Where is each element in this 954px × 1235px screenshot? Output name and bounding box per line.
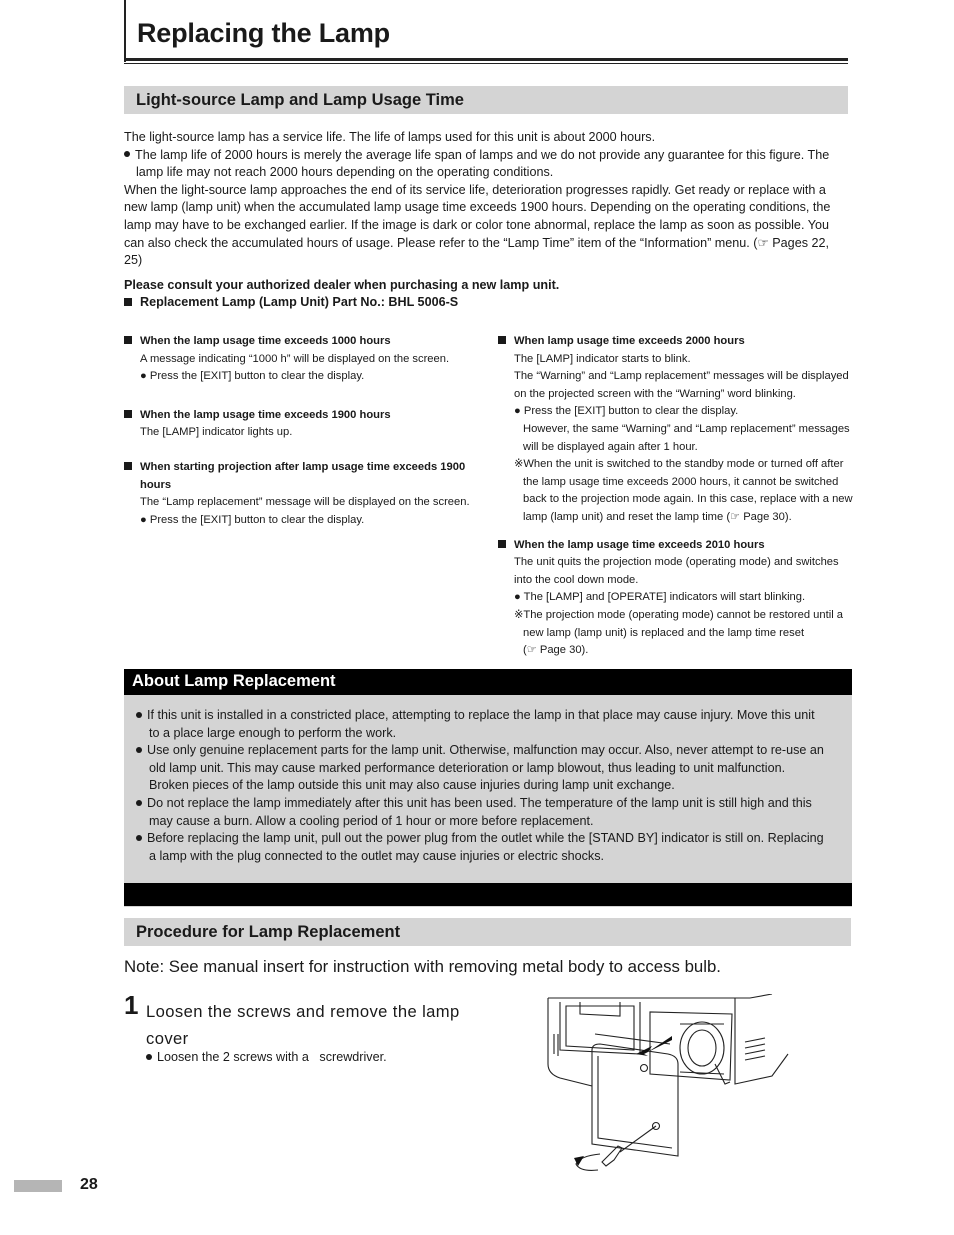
rotation-arrow-icon: [574, 1156, 584, 1166]
condition-line: The “Lamp replacement” message will be displayed on the screen.: [140, 496, 470, 509]
page-number: 28: [80, 1176, 98, 1193]
paragraph-line: can also check the accumulated hours of usage. Please refer to the “Lamp Time” item of the “Information” menu. (☞ Pages 22,: [124, 235, 829, 250]
about-bullets: [136, 707, 848, 865]
condition-line: ※When the unit is switched to the standby mode or turned off after: [514, 458, 844, 471]
bullet-icon: [124, 151, 130, 157]
bullet-icon: [146, 1054, 152, 1060]
section-heading-text: Light-source Lamp and Lamp Usage Time: [136, 91, 464, 109]
condition-line: A message indicating “1000 h” will be displayed on the screen.: [140, 352, 450, 365]
left-column: [124, 333, 494, 529]
about-bullet: [136, 707, 848, 725]
bullet-icon: [136, 712, 142, 718]
square-bullet-icon: [124, 336, 132, 344]
condition-heading-text: When the lamp usage time exceeds 1900 hours: [140, 408, 391, 421]
paragraph-line: The light-source lamp has a service life. The life of lamps used for this unit is about 2000 hours.: [124, 130, 656, 144]
condition-line: ● The [LAMP] and [OPERATE] indicators will start blinking.: [514, 591, 806, 604]
paragraph-line: When the light-source lamp approaches the end of its service life, deterioration progresses rapidly. Get ready or replace with a: [124, 182, 826, 197]
condition-line: the lamp usage time exceeds 2000 hours, it cannot be switched: [523, 475, 839, 488]
step-instruction-line: cover: [146, 1029, 189, 1048]
condition-heading: [124, 459, 494, 477]
step-instruction: [146, 998, 460, 1052]
condition-line: The unit quits the projection mode (operating mode) and switches: [514, 556, 839, 569]
bullet-text: Use only genuine replacement parts for the lamp unit. Otherwise, malfunction may occur. Also, never attempt to re-use an: [147, 743, 824, 758]
title-underline: [124, 58, 848, 61]
condition-heading-text: When lamp usage time exceeds 2000 hours: [514, 335, 745, 347]
section-heading-text: Procedure for Lamp Replacement: [136, 923, 401, 941]
condition-line: However, the same “Warning” and “Lamp replacement” messages: [523, 422, 850, 435]
part-number-text: Replacement Lamp (Lamp Unit) Part No.: BHL 5006-S: [140, 295, 459, 310]
about-box-footer-bar: [124, 883, 852, 906]
condition-line: will be displayed again after 1 hour.: [523, 440, 698, 453]
bullet-text-cont: a lamp with the plug connected to the outlet may cause injuries or electric shocks.: [149, 848, 605, 863]
bullet-text-cont: may cause a burn. Allow a cooling period of 1 hour or more before replacement.: [149, 813, 594, 828]
right-column: [498, 333, 858, 660]
bullet-line: [124, 147, 854, 165]
bullet-icon: [136, 800, 142, 806]
title-rule: [124, 0, 126, 62]
lamp-cover-removal-illustration: [540, 994, 790, 1174]
square-bullet-icon: [124, 298, 132, 306]
section-heading-lamp-usage: [124, 86, 848, 114]
condition-heading: [498, 333, 858, 351]
about-bullet: [136, 742, 848, 760]
section1-body: [124, 129, 854, 312]
part-number: [124, 294, 854, 312]
step-bullet: [146, 1050, 387, 1064]
condition-heading-text: When starting projection after lamp usage time exceeds 1900: [140, 460, 466, 473]
about-lamp-replacement-heading: [124, 669, 852, 695]
condition-line: on the projected screen with the “Warning” word blinking.: [514, 387, 796, 400]
condition-line: new lamp (lamp unit) is replaced and the lamp time reset: [523, 626, 805, 639]
condition-line: The [LAMP] indicator lights up.: [140, 426, 293, 439]
condition-heading-text: When the lamp usage time exceeds 2010 hours: [514, 538, 765, 551]
condition-line: into the cool down mode.: [514, 573, 639, 586]
bullet-text: Do not replace the lamp immediately after this unit has been used. The temperature of the lamp unit is still high and this: [147, 795, 812, 810]
square-bullet-icon: [498, 336, 506, 344]
condition-heading: [124, 333, 494, 351]
bullet-icon: [136, 747, 142, 753]
step-bullet-text: Loosen the 2 screws with a screwdriver.: [157, 1050, 387, 1064]
condition-line: ● Press the [EXIT] button to clear the display.: [514, 405, 739, 418]
paragraph-line: new lamp (lamp unit) when the accumulated lamp usage time exceeds 1900 hours. Depending on the operating conditions, the: [124, 200, 831, 215]
paragraph-line: lamp may have to be exchanged earlier. If the image is dark or color tone abnormal, replace the lamp as soon as possible. You: [124, 217, 829, 232]
condition-heading-text: When the lamp usage time exceeds 1000 hours: [140, 335, 391, 347]
square-bullet-icon: [124, 462, 132, 470]
bullet-line-cont: lamp life may not reach 2000 hours depending on the operating conditions.: [136, 165, 554, 180]
dealer-note: Please consult your authorized dealer when purchasing a new lamp unit.: [124, 277, 560, 292]
condition-heading: [498, 537, 858, 555]
paragraph-line: 25): [124, 253, 143, 268]
bullet-text: The lamp life of 2000 hours is merely the average life span of lamps and we do not provide any guarantee for this figure. The: [135, 147, 830, 162]
condition-line: The [LAMP] indicator starts to blink.: [514, 352, 691, 365]
removal-arrow-icon: [636, 1036, 672, 1056]
about-heading-text: About Lamp Replacement: [132, 672, 336, 690]
step-number: 1: [124, 990, 139, 1020]
page-title: Replacing the Lamp: [137, 18, 390, 48]
bullet-text-cont: old lamp unit. This may cause marked performance deterioration or lamp blowout, thus leading to unit malfunction.: [149, 760, 786, 775]
condition-line: back to the projection mode again. In this case, replace with a new: [523, 493, 853, 506]
about-bullet: [136, 830, 848, 848]
condition-line: ※The projection mode (operating mode) cannot be restored until a: [514, 608, 844, 621]
condition-line: The “Warning” and “Lamp replacement” messages will be displayed: [514, 370, 849, 383]
procedure-note: Note: See manual insert for instruction with removing metal body to access bulb.: [124, 957, 721, 976]
bullet-text-cont: Broken pieces of the lamp outside this unit may also cause injuries during lamp unit exchange.: [149, 778, 675, 793]
title-underline-thin: [124, 63, 848, 64]
condition-heading-cont: hours: [140, 478, 172, 491]
condition-heading: [124, 407, 494, 425]
condition-line: lamp (lamp unit) and reset the lamp time (☞ Page 30).: [523, 510, 792, 523]
step-instruction-line: Loosen the screws and remove the lamp: [146, 1002, 460, 1021]
section-heading-procedure: [124, 918, 851, 946]
condition-line: ● Press the [EXIT] button to clear the display.: [140, 513, 365, 526]
about-bullet: [136, 795, 848, 813]
square-bullet-icon: [124, 410, 132, 418]
bullet-text-cont: to a place large enough to perform the work.: [149, 725, 397, 740]
condition-line: ● Press the [EXIT] button to clear the display.: [140, 370, 365, 383]
bullet-icon: [136, 835, 142, 841]
bullet-text: If this unit is installed in a constricted place, attempting to replace the lamp in that place may cause injury. Move this unit: [147, 708, 815, 722]
page-tab-marker: [14, 1180, 62, 1192]
square-bullet-icon: [498, 540, 506, 548]
condition-line: (☞ Page 30).: [523, 644, 589, 657]
bullet-text: Before replacing the lamp unit, pull out the power plug from the outlet while the [STAND BY] indicator is still on. Replacing: [147, 831, 824, 846]
